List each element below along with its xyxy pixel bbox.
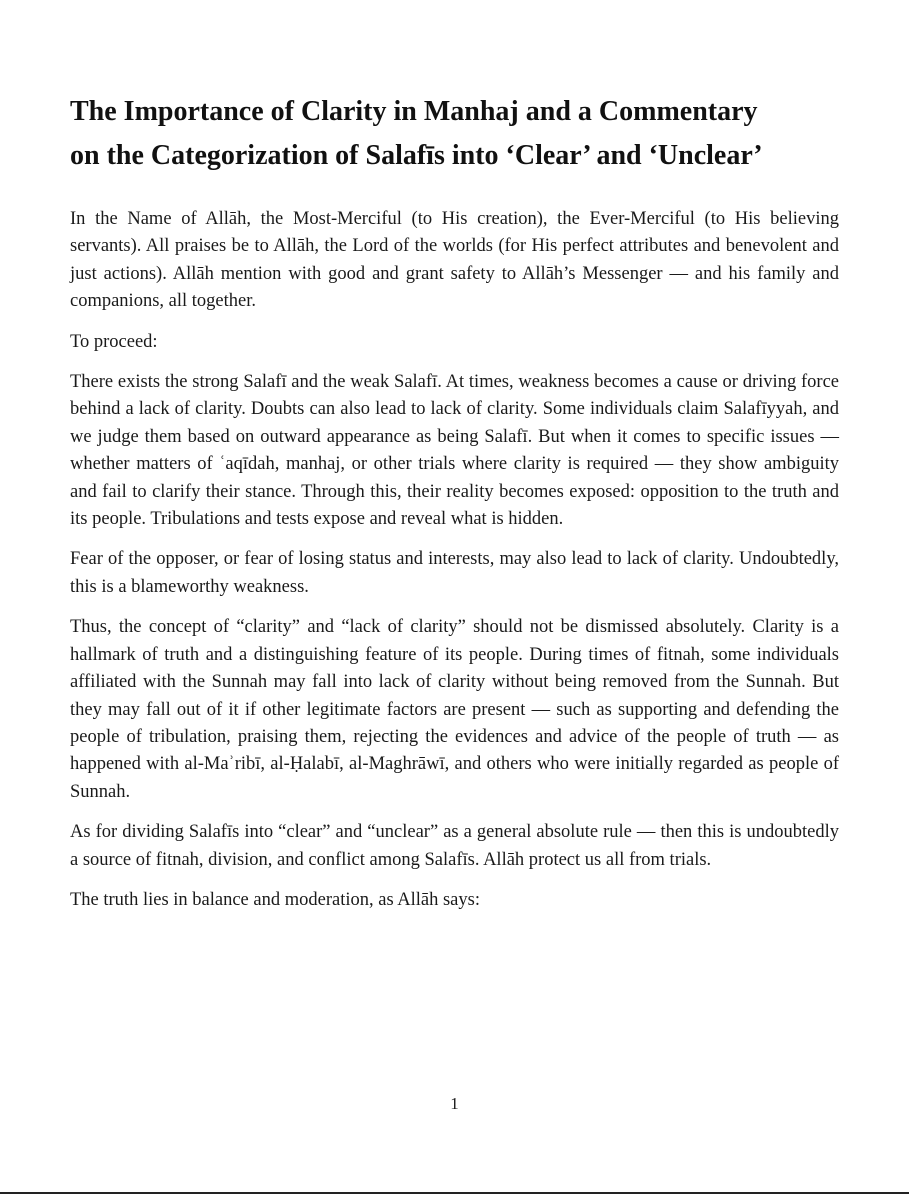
paragraph-to-proceed: To proceed: [70,331,158,352]
title-line-1: The Importance of Clarity in Manhaj and a Commentary [70,96,758,127]
paragraph-dividing-salafis: As for dividing Salafīs into “clear” and “unclear” as a general absolute rule — then this is undoubtedly a source of fitnah, division, and conflict among Salafīs. Allāh protect us all from trials. [70,822,839,870]
paragraph-strong-weak-salafi: There exists the strong Salafī and the weak Salafī. At times, weakness becomes a cause or driving force behind a lack of clarity. Doubts can also lead to lack of clarity. Some individuals claim Salafīyyah, and we judge them based on outward appearance as being Salafī. But when it comes to specific issues — whether matters of ʿaqīdah, manhaj, or other trials where clarity is required — they show ambiguity and fail to clarify their stance. Through this, their reality becomes exposed: opposition to the truth and its people. Tribulations and tests expose and reveal what is hidden. [70,372,839,530]
title-line-2: on the Categorization of Salafīs into ‘Clear’ and ‘Unclear’ [70,140,763,171]
page-number: 1 [450,1094,459,1113]
paragraph-balance-moderation: The truth lies in balance and moderation, as Allāh says: [70,889,480,910]
paragraph-concept-of-clarity: Thus, the concept of “clarity” and “lack of clarity” should not be dismissed absolutely. Clarity is a hallmark of truth and a distinguishing feature of its people. During times of fitnah, some individuals affiliated with the Sunnah may fall into lack of clarity without being removed from the Sunnah. But they may fall out of it if other legitimate factors are present — such as supporting and defending the people of tribulation, praising them, rejecting the evidences and advice of the people of truth — as happened with al-Maʾribī, al-Ḥalabī, al-Maghrāwī, and others who were initially regarded as people of Sunnah. [70,617,839,802]
document-title [70,90,839,178]
bottom-divider [0,1192,909,1194]
paragraph-invocation: In the Name of Allāh, the Most-Merciful (to His creation), the Ever-Merciful (to His believing servants). All praises be to Allāh, the Lord of the worlds (for His perfect attributes and benevolent and just actions). Allāh mention with good and grant safety to Allāh’s Messenger — and his family and companions, all together. [70,209,839,312]
paragraph-fear-of-opposer: Fear of the opposer, or fear of losing status and interests, may also lead to lack of clarity. Undoubtedly, this is a blameworthy weakness. [70,549,839,597]
